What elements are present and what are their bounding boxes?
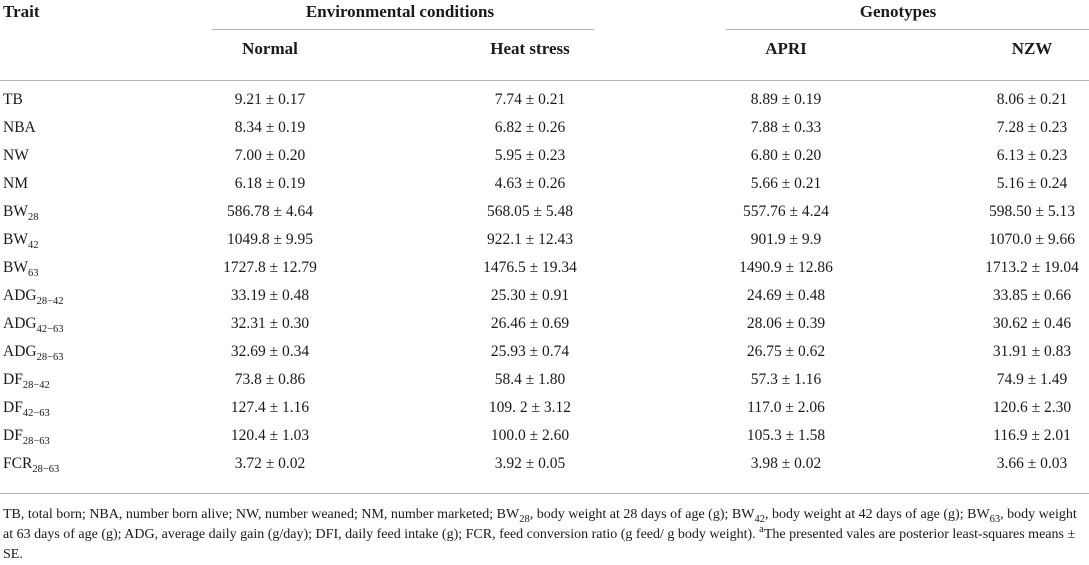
apri-cell: 8.89 ± 0.19: [750, 91, 822, 108]
table-row: [0, 370, 1089, 390]
heat-cell: 100.0 ± 2.60: [490, 427, 570, 444]
nzw-cell: 5.16 ± 0.24: [996, 175, 1068, 192]
normal-cell: 33.19 ± 0.48: [230, 287, 310, 304]
normal-cell: 9.21 ± 0.17: [234, 91, 306, 108]
normal-cell: 7.00 ± 0.20: [234, 147, 306, 164]
heat-cell: 6.82 ± 0.26: [494, 119, 566, 136]
trait-cell: $DF_{28-63}$: [3, 427, 50, 447]
nzw-cell: 6.13 ± 0.23: [996, 147, 1068, 164]
trait-cell: $DF_{42-63}$: [3, 399, 50, 419]
header-normal: Normal: [242, 39, 298, 58]
header-group-genotypes: Genotypes: [859, 2, 937, 21]
nzw-cell: 33.85 ± 0.66: [992, 287, 1072, 304]
nzw-cell: 120.6 ± 2.30: [992, 399, 1072, 416]
apri-cell: 57.3 ± 1.16: [750, 371, 822, 388]
normal-cell: 120.4 ± 1.03: [230, 427, 310, 444]
table-row: [0, 314, 1089, 334]
nzw-cell: 74.9 ± 1.49: [996, 371, 1068, 388]
header-nzw: NZW: [1011, 39, 1053, 58]
apri-cell: 117.0 ± 2.06: [747, 399, 825, 416]
table-row: [0, 90, 1089, 110]
header-bottom-rule: [0, 80, 1089, 81]
table-row: [0, 258, 1089, 278]
apri-cell: 3.98 ± 0.02: [750, 455, 822, 472]
heat-cell: 1476.5 ± 19.34: [483, 259, 577, 276]
table-bottom-rule: [0, 493, 1089, 494]
header-trait: Trait: [3, 2, 40, 21]
apri-cell: 901.9 ± 9.9: [750, 231, 822, 248]
normal-cell: 1049.8 ± 9.95: [226, 231, 313, 248]
apri-cell: 557.76 ± 4.24: [742, 203, 829, 220]
table-row: [0, 286, 1089, 306]
nzw-cell: 3.66 ± 0.03: [996, 455, 1068, 472]
trait-cell: $ADG_{28-63}$: [3, 343, 64, 363]
normal-cell: 32.69 ± 0.34: [230, 343, 310, 360]
trait-cell: NW: [3, 147, 29, 164]
normal-cell: 586.78 ± 4.64: [226, 203, 313, 220]
apri-cell: 6.80 ± 0.20: [750, 147, 822, 164]
apri-cell: 7.88 ± 0.33: [750, 119, 822, 136]
group-rule-genotypes: [726, 29, 1089, 30]
normal-cell: 1727.8 ± 12.79: [223, 259, 317, 276]
heat-cell: 58.4 ± 1.80: [494, 371, 566, 388]
heat-cell: 3.92 ± 0.05: [494, 455, 566, 472]
nzw-cell: 1713.2 ± 19.04: [985, 259, 1079, 276]
normal-cell: 127.4 ± 1.16: [230, 399, 310, 416]
heat-cell: 26.46 ± 0.69: [490, 315, 570, 332]
apri-cell: 24.69 ± 0.48: [746, 287, 826, 304]
heat-cell: 25.93 ± 0.74: [490, 343, 570, 360]
heat-cell: 109. 2 ± 3.12: [488, 399, 572, 416]
trait-cell: NM: [3, 175, 28, 192]
heat-cell: 568.05 ± 5.48: [486, 203, 573, 220]
table-row: [0, 398, 1089, 418]
table-row: [0, 454, 1089, 474]
nzw-cell: 31.91 ± 0.83: [992, 343, 1072, 360]
normal-cell: 6.18 ± 0.19: [234, 175, 306, 192]
apri-cell: 105.3 ± 1.58: [746, 427, 826, 444]
heat-cell: 4.63 ± 0.26: [494, 175, 566, 192]
apri-cell: 26.75 ± 0.62: [746, 343, 826, 360]
trait-cell: $DF_{28-42}$: [3, 371, 50, 391]
nzw-cell: 116.9 ± 2.01: [993, 427, 1071, 444]
table-row: [0, 342, 1089, 362]
table-footnote: TB, total born; NBA, number born alive; NW, number weaned; NM, number marketed; $BW_{28}$, body weight at 28 days of age (g); $BW_{42}$, body weight at 42 days of age (g); $BW_{63}$, body weight at 63 days of age (g); ADG, average daily gain (g/day); DFI, daily feed intake (g); FCR, feed conversion ratio (g feed/ g body weight). $^a$The presented vales are posterior least-squares means ± SE.: [3, 507, 1077, 562]
trait-cell: $BW_{28}$: [3, 203, 39, 223]
table-row: [0, 118, 1089, 138]
header-heat-stress: Heat stress: [490, 39, 570, 58]
normal-cell: 32.31 ± 0.30: [230, 315, 310, 332]
trait-cell: $ADG_{42-63}$: [3, 315, 64, 335]
header-row-columns: [0, 39, 1089, 59]
nzw-cell: 8.06 ± 0.21: [996, 91, 1068, 108]
trait-cell: $BW_{63}$: [3, 259, 39, 279]
apri-cell: 5.66 ± 0.21: [750, 175, 822, 192]
nzw-cell: 7.28 ± 0.23: [996, 119, 1068, 136]
trait-cell: $ADG_{28-42}$: [3, 287, 64, 307]
normal-cell: 8.34 ± 0.19: [234, 119, 306, 136]
nzw-cell: 1070.0 ± 9.66: [988, 231, 1075, 248]
heat-cell: 25.30 ± 0.91: [490, 287, 570, 304]
header-group-environmental: Environmental conditions: [305, 2, 495, 21]
heat-cell: 5.95 ± 0.23: [494, 147, 566, 164]
trait-cell: NBA: [3, 119, 36, 136]
heat-cell: 7.74 ± 0.21: [494, 91, 566, 108]
normal-cell: 3.72 ± 0.02: [234, 455, 306, 472]
table-row: [0, 230, 1089, 250]
normal-cell: 73.8 ± 0.86: [234, 371, 306, 388]
trait-cell: $FCR_{28-63}$: [3, 455, 60, 475]
group-rule-environmental: [212, 29, 594, 30]
apri-cell: 1490.9 ± 12.86: [739, 259, 833, 276]
apri-cell: 28.06 ± 0.39: [746, 315, 826, 332]
trait-cell: $BW_{42}$: [3, 231, 39, 251]
table-row: [0, 146, 1089, 166]
table-row: [0, 426, 1089, 446]
nzw-cell: 598.50 ± 5.13: [988, 203, 1075, 220]
table-row: [0, 174, 1089, 194]
nzw-cell: 30.62 ± 0.46: [992, 315, 1072, 332]
header-row-groups: [0, 2, 1089, 22]
table-row: [0, 202, 1089, 222]
header-apri: APRI: [765, 39, 807, 58]
trait-cell: TB: [3, 91, 23, 108]
heat-cell: 922.1 ± 12.43: [486, 231, 573, 248]
